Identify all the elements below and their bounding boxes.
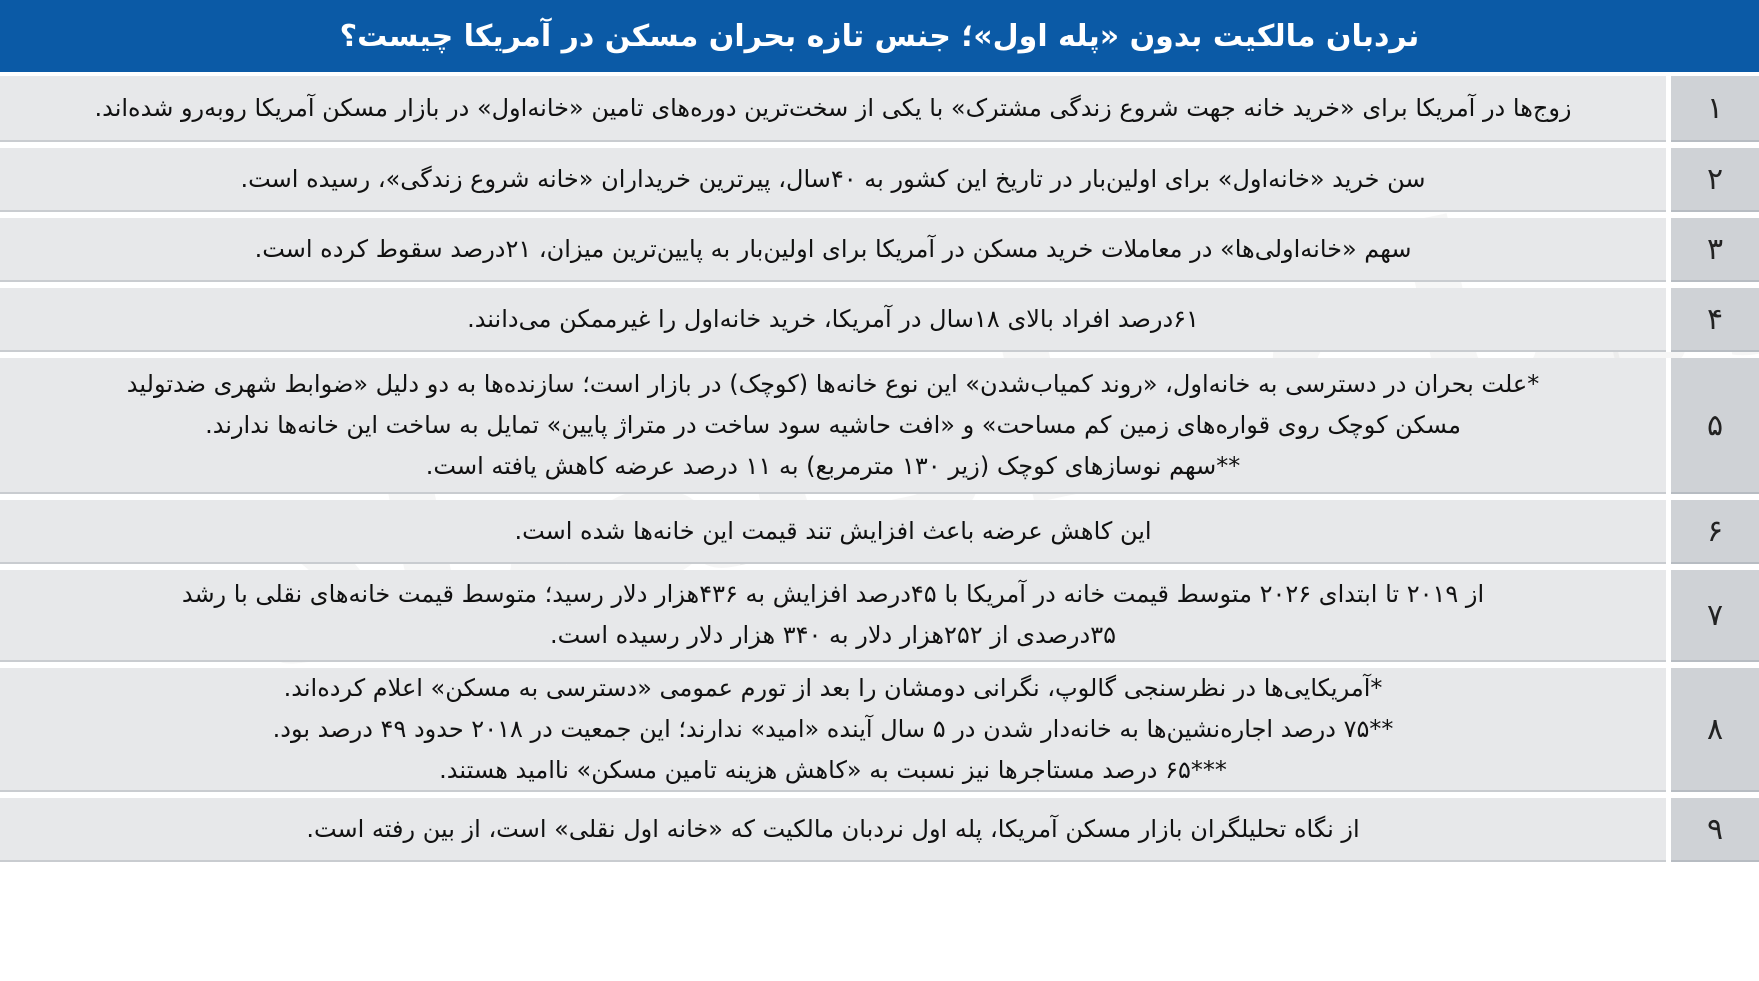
row-text-line: ۳۵درصدی از ۲۵۲هزار دلار به ۳۴۰ هزار دلار رسیده است. (550, 621, 1116, 649)
row-number: ۸ (1671, 668, 1759, 792)
page-title: نردبان مالکیت بدون «پله اول»؛ جنس تازه بحران مسکن در آمریکا چیست؟ (0, 0, 1759, 72)
table-row (0, 500, 1759, 564)
table-row (0, 218, 1759, 282)
table-row (0, 148, 1759, 212)
row-text-line: سن خرید «خانه‌اول» برای اولین‌بار در تاریخ این کشور به ۴۰سال، پیرترین خریداران «خانه شروع زندگی»، رسیده است. (240, 164, 1426, 193)
table-row (0, 798, 1759, 862)
row-text-line: زوج‌ها در آمریکا برای «خرید خانه جهت شروع زندگی مشترک» با یکی از سخت‌ترین دوره‌های تامین «خانه‌اول» در بازار مسکن آمریکا روبه‌رو شده‌اند. (94, 93, 1572, 122)
column-divider (1666, 570, 1671, 662)
row-number: ۷ (1671, 570, 1759, 662)
row-number: ۹ (1671, 798, 1759, 862)
row-text (0, 148, 1666, 212)
row-text (0, 218, 1666, 282)
row-number: ۳ (1671, 218, 1759, 282)
row-text-line: **۷۵ درصد اجاره‌نشین‌ها به خانه‌دار شدن در ۵ سال آینده «امید» ندارند؛ این جمعیت در ۲۰۱۸ حدود ۴۹ درصد بود. (272, 714, 1394, 743)
row-number: ۵ (1671, 358, 1759, 494)
row-text-line: از نگاه تحلیلگران بازار مسکن آمریکا، پله اول نردبان مالکیت که «خانه اول نقلی» است، از بین رفته است. (306, 814, 1360, 843)
column-divider (1666, 218, 1671, 282)
row-text (0, 500, 1666, 564)
row-text (0, 358, 1666, 494)
row-text-line: **سهم نوسازهای کوچک (زیر ۱۳۰ مترمربع) به ۱۱ درصد عرضه کاهش یافته است. (425, 451, 1241, 480)
row-text (0, 288, 1666, 352)
column-divider (1666, 288, 1671, 352)
row-number: ۶ (1671, 500, 1759, 564)
column-divider (1666, 76, 1671, 142)
row-text-line: این کاهش عرضه باعث افزایش تند قیمت این خانه‌ها شده است. (514, 516, 1152, 545)
row-number: ۱ (1671, 76, 1759, 142)
column-divider (1666, 500, 1671, 564)
facts-table (0, 76, 1759, 868)
row-text-line: از ۲۰۱۹ تا ابتدای ۲۰۲۶ متوسط قیمت خانه در آمریکا با ۴۵درصد افزایش به ۴۳۶هزار دلار رسید؛ متوسط قیمت خانه‌های نقلی با رشد (181, 580, 1485, 608)
column-divider (1666, 148, 1671, 212)
row-text (0, 76, 1666, 142)
table-row (0, 570, 1759, 662)
row-text-line: *علت بحران در دسترسی به خانه‌اول، «روند کمیاب‌شدن» این نوع خانه‌ها (کوچک) در بازار است؛ سازنده‌ها به دو دلیل «ضوابط شهری ضدتولید (126, 369, 1540, 398)
row-number: ۲ (1671, 148, 1759, 212)
column-divider (1666, 798, 1671, 862)
column-divider (1666, 358, 1671, 494)
row-text-line: مسکن کوچک روی قواره‌های زمین کم مساحت» و «افت حاشیه سود ساخت در متراژ پایین» تمایل به ساخت این خانه‌ها ندارند. (205, 410, 1461, 439)
row-text (0, 798, 1666, 862)
row-text-line: ۶۱درصد افراد بالای ۱۸سال در آمریکا، خرید خانه‌اول را غیرممکن می‌دانند. (467, 304, 1199, 333)
row-text-line: *آمریکایی‌ها در نظرسنجی گالوپ، نگرانی دومشان را بعد از تورم عمومی «دسترسی به مسکن» اعلام کرده‌اند. (283, 673, 1383, 702)
row-text (0, 570, 1666, 662)
table-row (0, 668, 1759, 792)
row-number: ۴ (1671, 288, 1759, 352)
row-text (0, 668, 1666, 792)
row-text-line: سهم «خانه‌اولی‌ها» در معاملات خرید مسکن در آمریکا برای اولین‌بار به پایین‌ترین میزان، ۲۱درصد سقوط کرده است. (254, 234, 1412, 263)
row-text-line: ***۶۵ درصد مستاجرها نیز نسبت به «کاهش هزینه تامین مسکن» ناامید هستند. (439, 755, 1227, 784)
table-row (0, 76, 1759, 142)
table-row (0, 358, 1759, 494)
table-row (0, 288, 1759, 352)
column-divider (1666, 668, 1671, 792)
